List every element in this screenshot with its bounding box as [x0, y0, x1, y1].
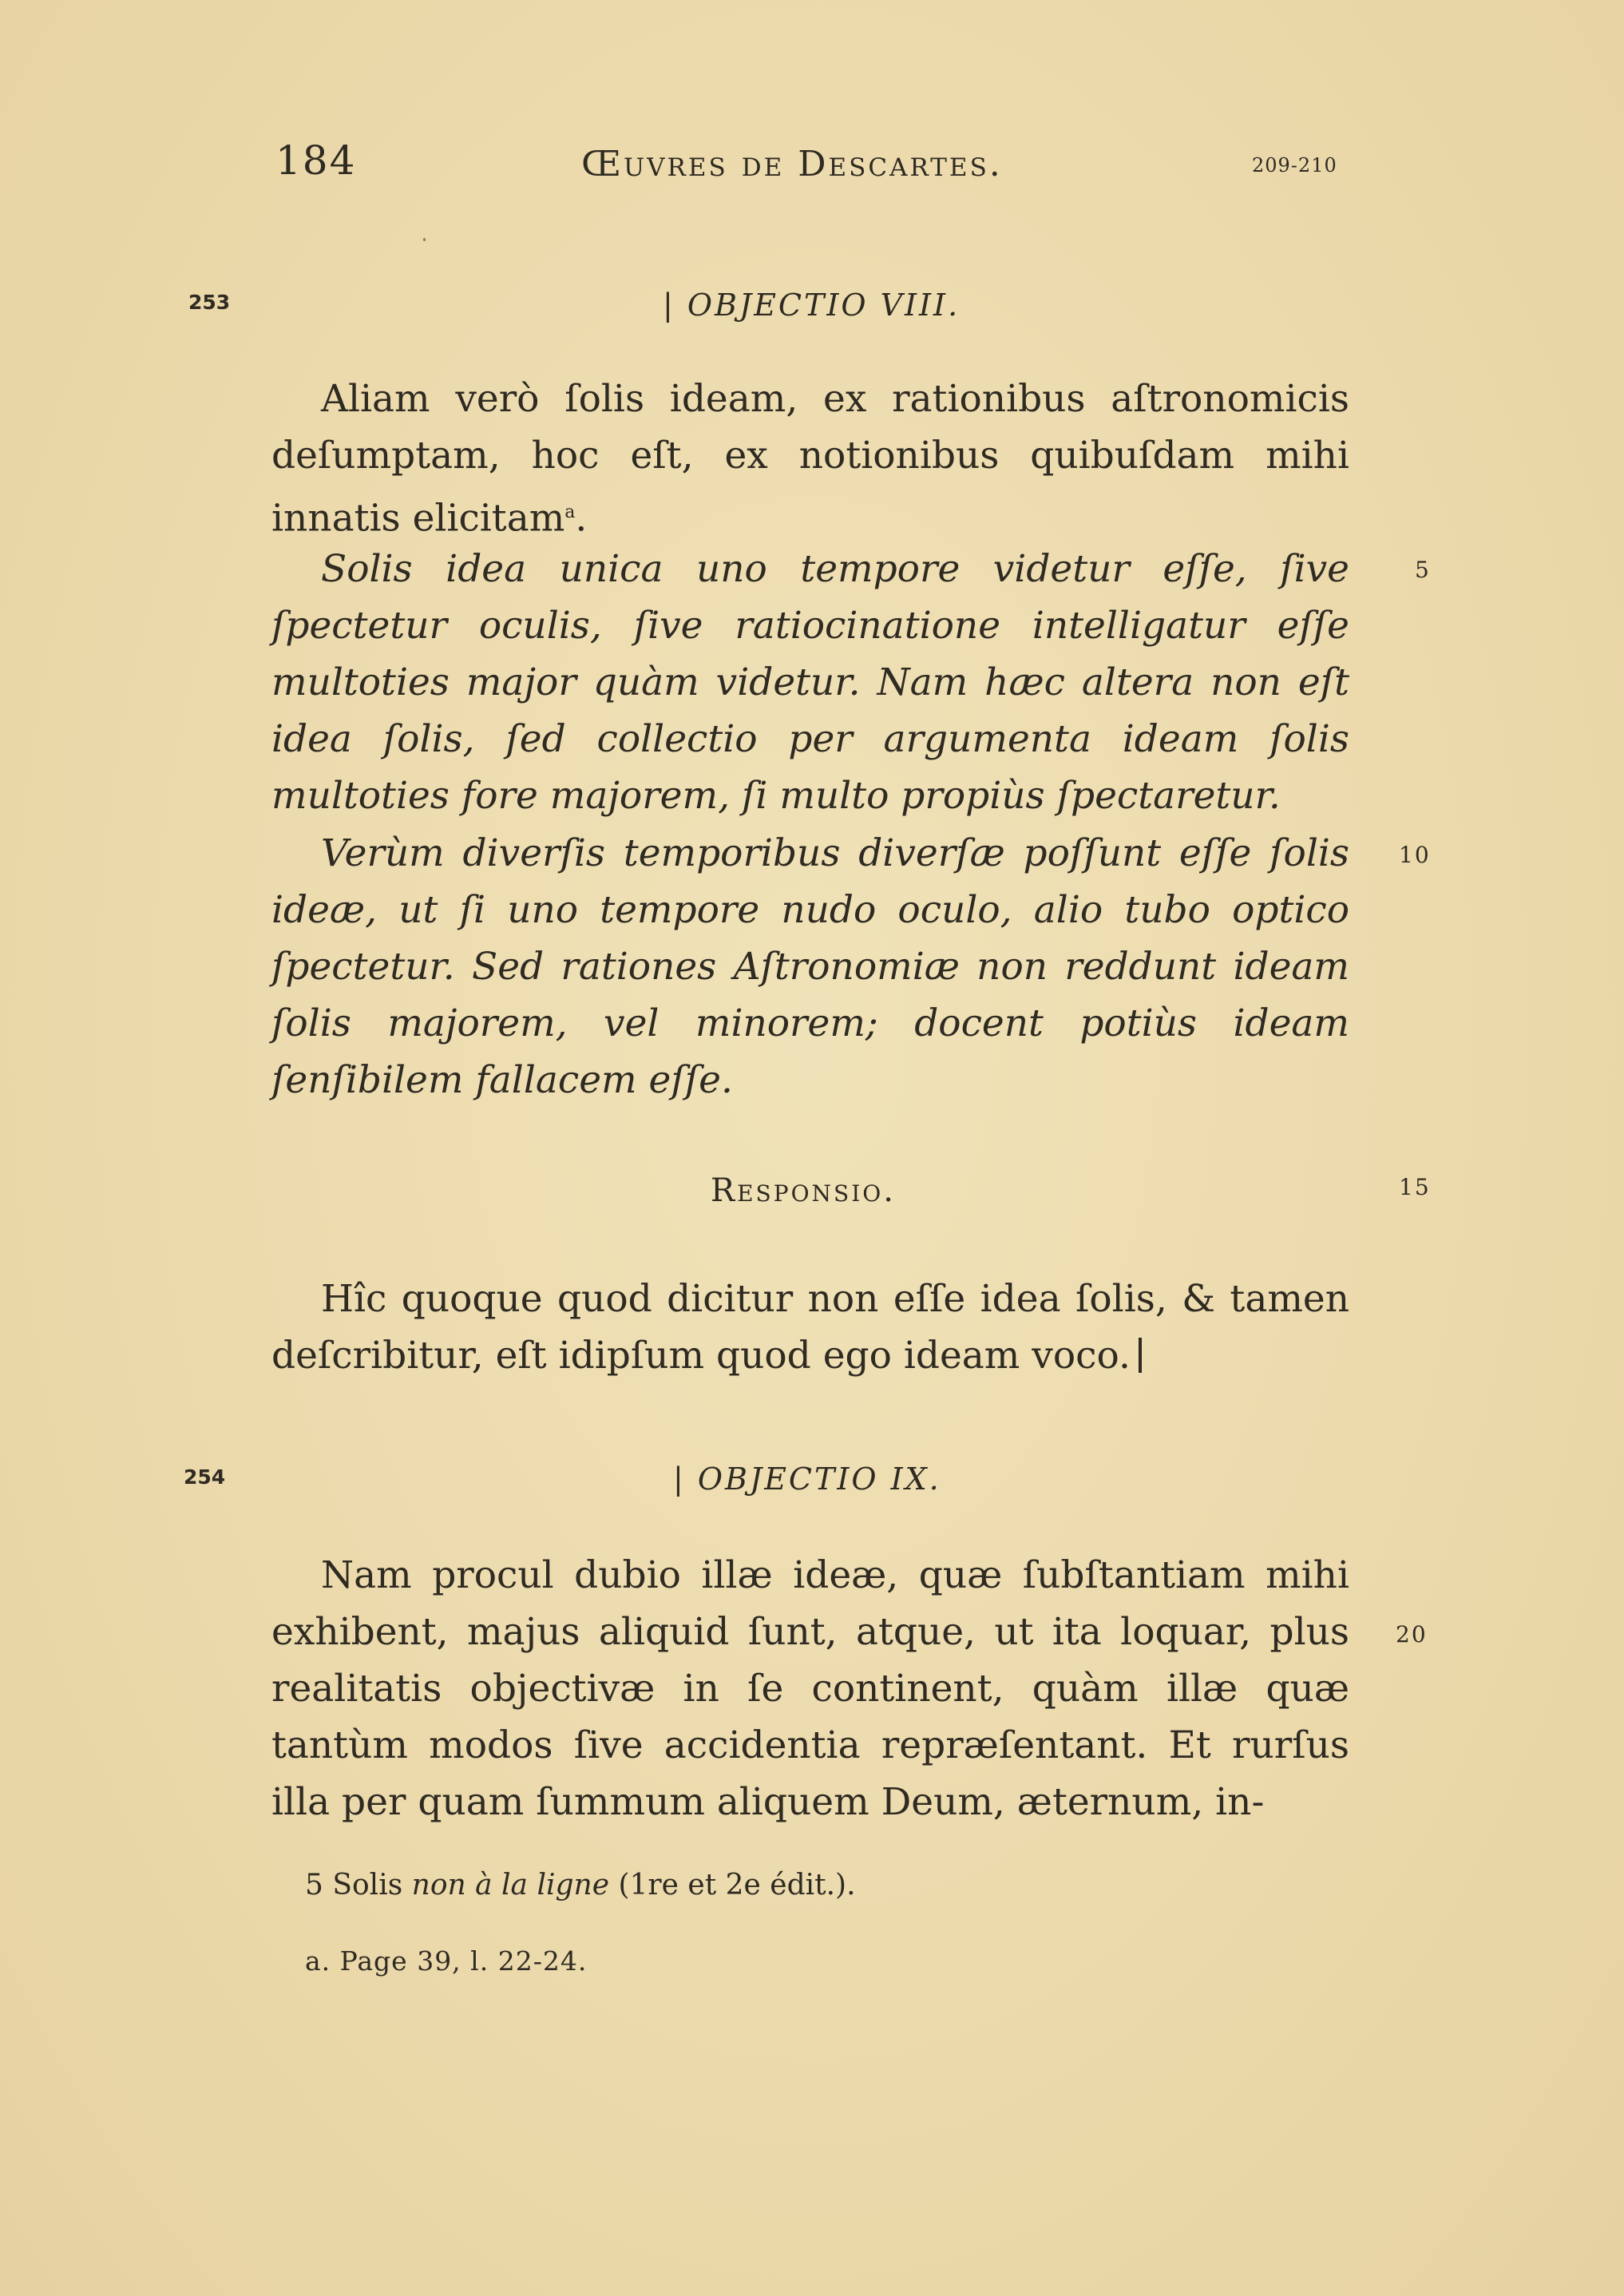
line-number-20: 20 — [1396, 1621, 1428, 1648]
running-title: Œuvres de Descartes. — [581, 144, 1003, 184]
paper-speck — [423, 238, 426, 241]
footnote-1-edition: (1re et 2e édit.). — [618, 1869, 856, 1901]
page-number: 184 — [275, 137, 357, 184]
line-number-10: 10 — [1399, 842, 1431, 868]
responsio-paragraph-text: Hîc quoque quod dicitur non eſſe idea ſolis, & tamen deſcribitur, eſt idipſum quod ego ideam voco. — [271, 1277, 1349, 1378]
objectio-viii-paragraph-1 — [271, 371, 1349, 547]
objectio-viii-paragraph-1-text: Aliam verò ſolis ideam, ex rationibus aſtronomicis deſumptam, hoc eſt, ex notionibus quibuſdam mihi innatis elicitam — [271, 377, 1349, 541]
page-range: 209-210 — [1252, 154, 1337, 176]
line-number-5: 5 — [1415, 557, 1431, 583]
objectio-ix-heading: | OBJECTIO IX. — [673, 1461, 941, 1497]
paragraph-1-period: . — [575, 496, 588, 541]
objectio-viii-paragraph-2: Solis idea unica uno tempore videtur eſſe, ſive ſpectetur oculis, ſive ratiocinatione intelligatur eſſe multoties major quàm videtur. Nam hæc altera non eſt idea ſolis, ſed collectio per argumenta ideam ſolis multoties fore majorem, ſi multo propiùs ſpectaretur. — [271, 547, 1349, 818]
line-number-15: 15 — [1399, 1174, 1431, 1200]
margin-ref-253: 253 — [188, 291, 231, 314]
footnote-1 — [305, 1869, 856, 1901]
responsio-paragraph — [271, 1271, 1349, 1384]
footnote-1-italic: non à la ligne — [411, 1869, 610, 1901]
objectio-ix-paragraph: Nam procul dubio illæ ideæ, quæ ſubſtantiam mihi exhibent, majus aliquid ſunt, atque, ut ita loquar, plus realitatis objectivæ in ſe continent, quàm illæ quæ tantùm modos ſive accidentia repræſentant. Et rurſus illa per quam ſummum aliquem Deum, æternum, in- — [271, 1553, 1349, 1824]
footnote-1-prefix: 5 Solis — [305, 1869, 403, 1901]
objectio-viii-paragraph-3: Verùm diverſis temporibus diverſæ poſſunt eſſe ſolis ideæ, ut ſi uno tempore nudo oculo, alio tubo optico ſpectetur. Sed rationes Aſtronomiæ non reddunt ideam ſolis majorem, vel minorem; docent potiùs ideam ſenſibilem fallacem eſſe. — [271, 831, 1349, 1102]
footnote-marker-a: a — [564, 502, 576, 522]
footnote-a: a. Page 39, l. 22-24. — [305, 1945, 588, 1977]
objectio-viii-heading: | OBJECTIO VIII. — [663, 287, 961, 323]
page-break-mark — [1139, 1338, 1142, 1373]
margin-ref-254: 254 — [184, 1465, 226, 1489]
responsio-heading: Responsio. — [711, 1172, 896, 1209]
